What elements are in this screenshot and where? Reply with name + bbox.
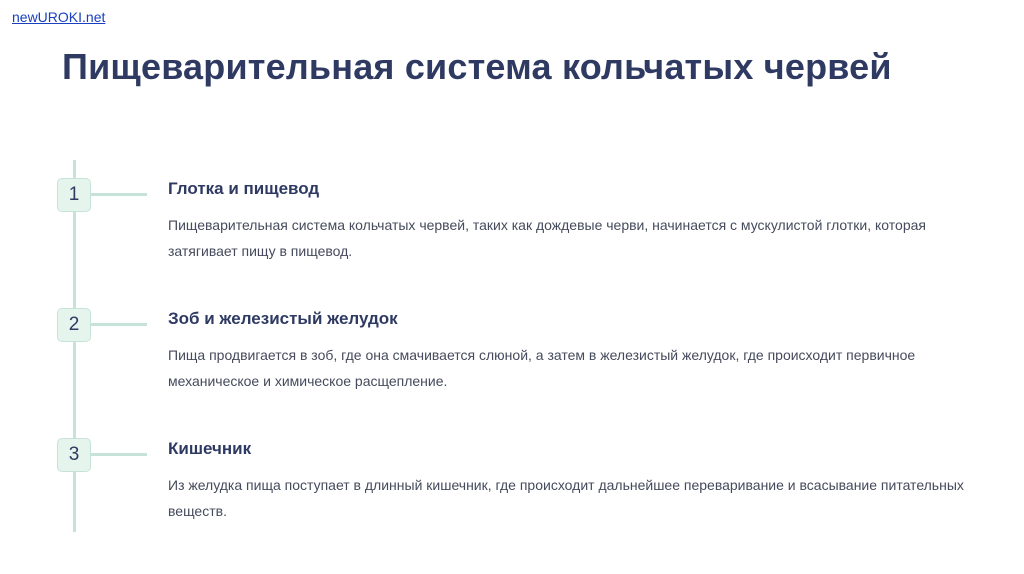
step-number-badge: 3 (57, 438, 91, 472)
step-connector (91, 453, 147, 456)
step-description: Пищеварительная система кольчатых червей, таких как дождевые черви, начинается с мускулистой глотки, которая затягивает пищу в пищевод. (168, 217, 926, 259)
timeline-step-1 (0, 178, 1024, 278)
step-heading: Зоб и железистый желудок (168, 309, 398, 328)
step-heading: Кишечник (168, 439, 252, 458)
site-link[interactable]: newUROKI.net (12, 9, 106, 25)
step-description: Пища продвигается в зоб, где она смачивается слюной, а затем в железистый желудок, где происходит первичное механическое и химическое расщепление. (168, 347, 916, 389)
page-title: Пищеварительная система кольчатых червей (62, 46, 892, 87)
step-connector (91, 193, 147, 196)
step-number-badge: 2 (57, 308, 91, 342)
timeline-step-3 (0, 438, 1024, 538)
step-heading: Глотка и пищевод (168, 179, 320, 198)
step-connector (91, 323, 147, 326)
step-description: Из желудка пища поступает в длинный кишечник, где происходит дальнейшее переваривание и всасывание питательных веществ. (168, 477, 964, 519)
step-number-badge: 1 (57, 178, 91, 212)
timeline-step-2 (0, 308, 1024, 408)
